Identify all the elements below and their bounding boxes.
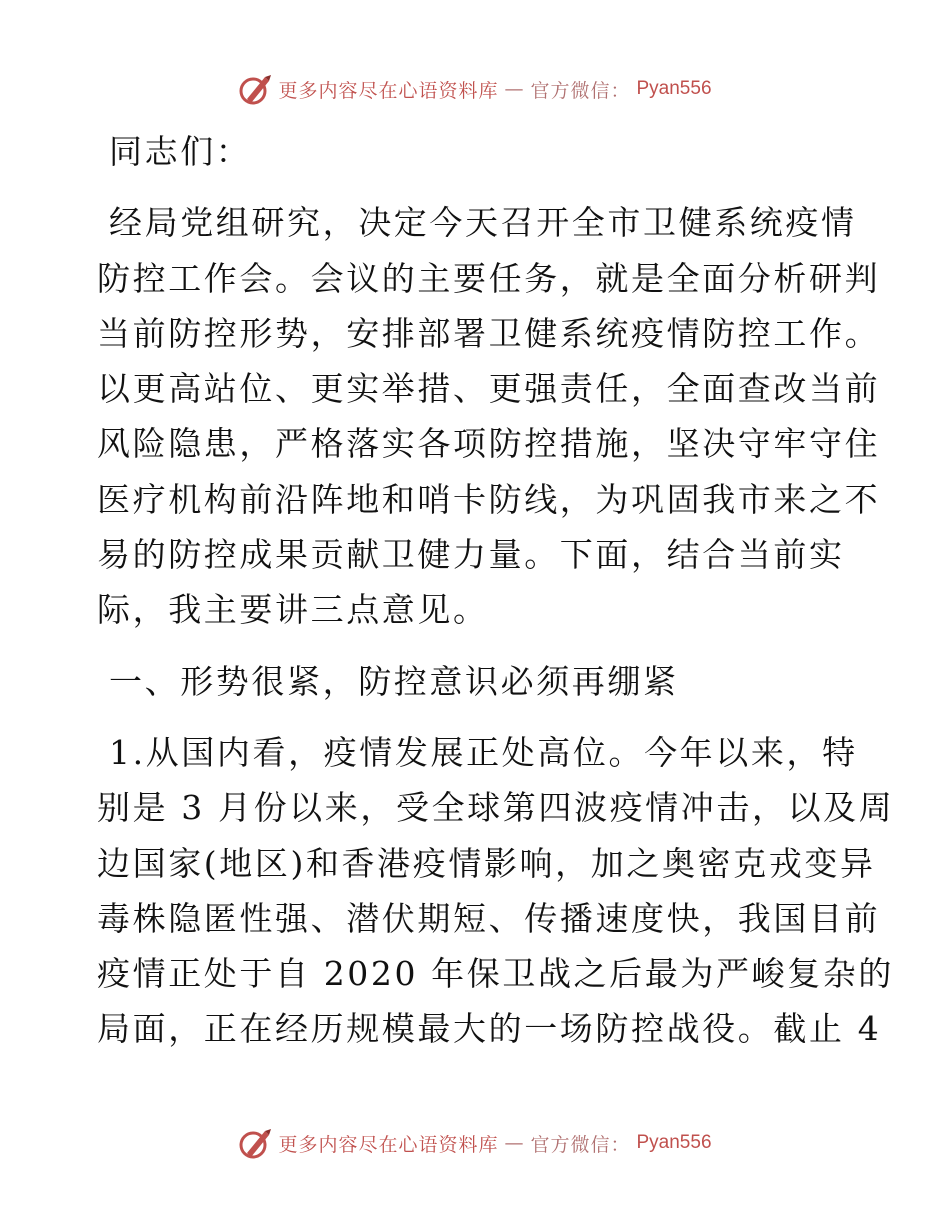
paragraph-line: 别是 3 月份以来，受全球第四波疫情冲击，以及周: [97, 788, 895, 828]
pen-logo-icon: [238, 72, 272, 106]
watermark-main-text: 更多内容尽在心语资料库: [278, 79, 499, 102]
watermark-id: Pyan556: [636, 1132, 712, 1153]
paragraph-intro: [97, 195, 881, 637]
watermark-main-text: 更多内容尽在心语资料库: [278, 1133, 499, 1156]
watermark-sub-text: 官方微信：: [530, 1133, 631, 1156]
watermark-id: Pyan556: [636, 78, 712, 99]
paragraph-line: 1.从国内看，疫情发展正处高位。今年以来，特: [109, 732, 858, 772]
paragraph-line: 风险隐患，严格落实各项防控措施，坚决守牢守住: [97, 424, 881, 464]
paragraph-domestic: [97, 725, 895, 1057]
paragraph-line: 毒株隐匿性强、潜伏期短、传播速度快，我国目前: [97, 898, 881, 938]
paragraph-line: 疫情正处于自 2020 年保卫战之后最为严峻复杂的: [97, 954, 894, 994]
paragraph-line: 防控工作会。会议的主要任务，就是全面分析研判: [97, 258, 881, 298]
section-heading: 一、形势很紧，防控意识必须再绷紧: [109, 661, 679, 701]
watermark-separator: —: [504, 78, 525, 100]
watermark-sub-text: 官方微信：: [530, 79, 631, 102]
paragraph-line: 际，我主要讲三点意见。: [97, 590, 489, 630]
paragraph-line: 边国家(地区)和香港疫情影响，加之奥密克戎变异: [97, 843, 876, 883]
paragraph-line: 当前防控形势，安排部署卫健系统疫情防控工作。: [97, 313, 881, 353]
watermark-footer: [0, 1126, 950, 1160]
salutation: 同志们：: [109, 132, 252, 171]
paragraph-line: 医疗机构前沿阵地和哨卡防线，为巩固我市来之不: [97, 479, 881, 519]
paragraph-line: 易的防控成果贡献卫健力量。下面，结合当前实: [97, 535, 845, 575]
pen-logo-icon: [238, 1126, 272, 1160]
watermark-separator: —: [504, 1132, 525, 1154]
paragraph-line: 以更高站位、更实举措、更强责任，全面查改当前: [97, 369, 881, 409]
watermark-header: [0, 72, 950, 106]
paragraph-line: 经局党组研究，决定今天召开全市卫健系统疫情: [109, 203, 857, 243]
paragraph-line: 局面，正在经历规模最大的一场防控战役。截止 4: [97, 1009, 882, 1049]
document-body: [97, 124, 895, 1057]
